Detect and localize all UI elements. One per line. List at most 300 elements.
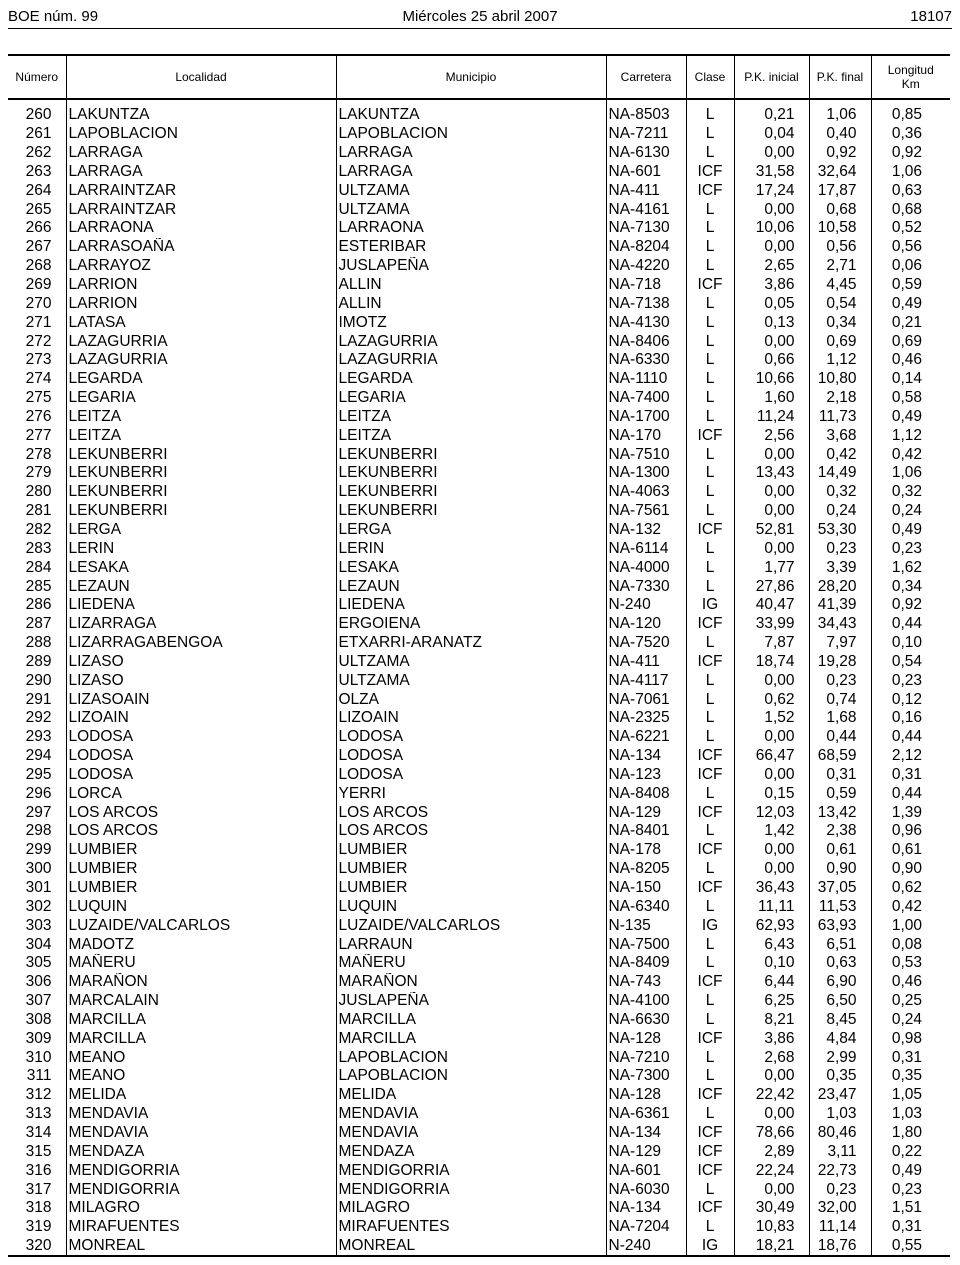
- cell-numero: 272: [25, 332, 52, 350]
- cell-numero: 283: [25, 539, 52, 557]
- cell-clase: ICF: [686, 1086, 734, 1105]
- cell-clase: L: [686, 332, 734, 351]
- cell-longitud: 0,14: [871, 370, 950, 389]
- table-row: [8, 1105, 950, 1124]
- cell-longitud: 0,96: [871, 822, 950, 841]
- cell-localidad: LARRAGA: [66, 163, 336, 182]
- table-row: [8, 860, 950, 879]
- table-row: [8, 200, 950, 219]
- cell-pk-final: 63,93: [809, 916, 871, 935]
- cell-clase: L: [686, 219, 734, 238]
- cell-municipio: LEGARIA: [336, 389, 606, 408]
- cell-pk-inicial: 10,06: [734, 219, 809, 238]
- table-row: [8, 766, 950, 785]
- cell-pk-final: 18,76: [809, 1237, 871, 1257]
- table-row: [8, 935, 950, 954]
- cell-pk-final: 0,69: [809, 332, 871, 351]
- table-row: [8, 445, 950, 464]
- cell-longitud: 0,23: [871, 671, 950, 690]
- cell-pk-final: 32,00: [809, 1199, 871, 1218]
- cell-municipio: MAÑERU: [336, 954, 606, 973]
- cell-pk-final: 11,14: [809, 1218, 871, 1237]
- cell-clase: ICF: [686, 803, 734, 822]
- cell-clase: ICF: [686, 1124, 734, 1143]
- cell-carretera: NA-8401: [606, 822, 686, 841]
- table-row: [8, 464, 950, 483]
- cell-localidad: MENDIGORRIA: [66, 1161, 336, 1180]
- cell-pk-inicial: 2,56: [734, 426, 809, 445]
- cell-pk-inicial: 0,21: [734, 99, 809, 125]
- cell-municipio: LAKUNTZA: [336, 99, 606, 125]
- cell-carretera: NA-170: [606, 426, 686, 445]
- table-row: [8, 973, 950, 992]
- header-pk-inicial: P.K. inicial: [734, 55, 809, 99]
- cell-localidad: MENDAZA: [66, 1142, 336, 1161]
- cell-pk-inicial: 11,11: [734, 897, 809, 916]
- table-row: [8, 803, 950, 822]
- cell-municipio: LEKUNBERRI: [336, 502, 606, 521]
- cell-carretera: NA-7330: [606, 577, 686, 596]
- cell-clase: L: [686, 389, 734, 408]
- cell-longitud: 0,49: [871, 1161, 950, 1180]
- cell-numero: 262: [25, 144, 52, 162]
- cell-municipio: LODOSA: [336, 766, 606, 785]
- cell-clase: L: [686, 99, 734, 125]
- cell-localidad: LATASA: [66, 313, 336, 332]
- cell-localidad: LIZARRAGABENGOA: [66, 634, 336, 653]
- cell-longitud: 1,06: [871, 464, 950, 483]
- cell-pk-inicial: 2,68: [734, 1048, 809, 1067]
- cell-localidad: MADOTZ: [66, 935, 336, 954]
- cell-numero: 308: [25, 1010, 52, 1028]
- cell-pk-final: 2,99: [809, 1048, 871, 1067]
- cell-pk-inicial: 0,04: [734, 125, 809, 144]
- cell-clase: L: [686, 351, 734, 370]
- cell-numero: 266: [25, 219, 52, 237]
- cell-carretera: NA-8204: [606, 238, 686, 257]
- cell-numero: 302: [25, 897, 52, 915]
- table-row: [8, 992, 950, 1011]
- cell-municipio: LEGARDA: [336, 370, 606, 389]
- cell-pk-inicial: 10,83: [734, 1218, 809, 1237]
- cell-municipio: IMOTZ: [336, 313, 606, 332]
- cell-numero: 298: [25, 822, 52, 840]
- cell-municipio: OLZA: [336, 690, 606, 709]
- cell-clase: ICF: [686, 1161, 734, 1180]
- cell-longitud: 0,92: [871, 144, 950, 163]
- cell-pk-final: 0,31: [809, 766, 871, 785]
- header-pk-final: P.K. final: [809, 55, 871, 99]
- cell-longitud: 0,52: [871, 219, 950, 238]
- cell-clase: L: [686, 144, 734, 163]
- cell-longitud: 0,31: [871, 1218, 950, 1237]
- cell-clase: L: [686, 238, 734, 257]
- table-row: [8, 596, 950, 615]
- cell-pk-inicial: 3,86: [734, 1029, 809, 1048]
- cell-clase: L: [686, 690, 734, 709]
- table-row: [8, 1180, 950, 1199]
- table-row: [8, 577, 950, 596]
- cell-pk-final: 0,40: [809, 125, 871, 144]
- cell-pk-inicial: 62,93: [734, 916, 809, 935]
- cell-pk-inicial: 6,44: [734, 973, 809, 992]
- cell-municipio: LAZAGURRIA: [336, 351, 606, 370]
- cell-clase: L: [686, 294, 734, 313]
- cell-longitud: 0,31: [871, 1048, 950, 1067]
- cell-pk-final: 10,58: [809, 219, 871, 238]
- cell-pk-inicial: 17,24: [734, 181, 809, 200]
- cell-clase: L: [686, 1218, 734, 1237]
- cell-carretera: NA-6340: [606, 897, 686, 916]
- header-longitud-unit: Km: [901, 77, 920, 91]
- cell-longitud: 0,42: [871, 897, 950, 916]
- cell-numero: 268: [25, 257, 52, 275]
- cell-numero: 284: [25, 558, 52, 576]
- cell-municipio: MENDAZA: [336, 1142, 606, 1161]
- cell-carretera: NA-4117: [606, 671, 686, 690]
- cell-pk-final: 2,71: [809, 257, 871, 276]
- cell-localidad: LARRAINTZAR: [66, 181, 336, 200]
- cell-clase: L: [686, 1105, 734, 1124]
- cell-carretera: NA-6330: [606, 351, 686, 370]
- table-row: [8, 652, 950, 671]
- cell-pk-final: 19,28: [809, 652, 871, 671]
- cell-clase: L: [686, 464, 734, 483]
- cell-longitud: 0,44: [871, 728, 950, 747]
- cell-municipio: MIRAFUENTES: [336, 1218, 606, 1237]
- table-row: [8, 99, 950, 125]
- cell-clase: ICF: [686, 521, 734, 540]
- table-row: [8, 1199, 950, 1218]
- cell-municipio: LIZOAIN: [336, 709, 606, 728]
- cell-longitud: 0,10: [871, 634, 950, 653]
- cell-pk-inicial: 0,00: [734, 332, 809, 351]
- cell-municipio: ETXARRI-ARANATZ: [336, 634, 606, 653]
- cell-carretera: NA-178: [606, 841, 686, 860]
- cell-pk-inicial: 22,24: [734, 1161, 809, 1180]
- cell-pk-inicial: 40,47: [734, 596, 809, 615]
- publication-date: Miércoles 25 abril 2007: [402, 8, 558, 25]
- cell-pk-final: 0,44: [809, 728, 871, 747]
- cell-localidad: LODOSA: [66, 747, 336, 766]
- cell-pk-final: 0,59: [809, 784, 871, 803]
- cell-localidad: MENDAVIA: [66, 1105, 336, 1124]
- cell-pk-final: 2,18: [809, 389, 871, 408]
- cell-pk-inicial: 8,21: [734, 1011, 809, 1030]
- cell-longitud: 0,49: [871, 408, 950, 427]
- cell-municipio: LEITZA: [336, 426, 606, 445]
- cell-clase: ICF: [686, 1199, 734, 1218]
- cell-numero: 278: [25, 445, 52, 463]
- cell-municipio: LODOSA: [336, 728, 606, 747]
- cell-numero: 273: [25, 351, 52, 369]
- cell-clase: L: [686, 992, 734, 1011]
- cell-pk-inicial: 36,43: [734, 879, 809, 898]
- cell-clase: L: [686, 445, 734, 464]
- table-row: [8, 219, 950, 238]
- table-row: [8, 1067, 950, 1086]
- cell-numero: 305: [25, 954, 52, 972]
- cell-pk-final: 1,03: [809, 1105, 871, 1124]
- cell-numero: 294: [25, 747, 52, 765]
- cell-pk-inicial: 0,00: [734, 483, 809, 502]
- cell-municipio: LARRAONA: [336, 219, 606, 238]
- table-row: [8, 747, 950, 766]
- table-row: [8, 1048, 950, 1067]
- cell-pk-final: 4,84: [809, 1029, 871, 1048]
- table-row: [8, 370, 950, 389]
- cell-clase: L: [686, 483, 734, 502]
- table-row: [8, 521, 950, 540]
- cell-municipio: ESTERIBAR: [336, 238, 606, 257]
- cell-longitud: 0,16: [871, 709, 950, 728]
- cell-longitud: 0,24: [871, 1011, 950, 1030]
- cell-localidad: MARCILLA: [66, 1029, 336, 1048]
- cell-carretera: NA-4130: [606, 313, 686, 332]
- cell-carretera: NA-411: [606, 652, 686, 671]
- cell-carretera: NA-7210: [606, 1048, 686, 1067]
- cell-municipio: ALLIN: [336, 294, 606, 313]
- cell-localidad: LODOSA: [66, 766, 336, 785]
- cell-longitud: 1,39: [871, 803, 950, 822]
- cell-pk-final: 0,35: [809, 1067, 871, 1086]
- table-row: [8, 1086, 950, 1105]
- cell-localidad: LUZAIDE/VALCARLOS: [66, 916, 336, 935]
- cell-localidad: LEGARDA: [66, 370, 336, 389]
- cell-numero: 309: [25, 1029, 52, 1047]
- cell-pk-inicial: 2,89: [734, 1142, 809, 1161]
- cell-longitud: 0,68: [871, 200, 950, 219]
- cell-pk-final: 2,38: [809, 822, 871, 841]
- cell-municipio: LUMBIER: [336, 860, 606, 879]
- cell-numero: 292: [25, 709, 52, 727]
- cell-clase: L: [686, 634, 734, 653]
- cell-localidad: MILAGRO: [66, 1199, 336, 1218]
- cell-pk-inicial: 18,21: [734, 1237, 809, 1257]
- cell-pk-final: 10,80: [809, 370, 871, 389]
- cell-pk-final: 0,56: [809, 238, 871, 257]
- cell-longitud: 0,32: [871, 483, 950, 502]
- cell-localidad: LEKUNBERRI: [66, 502, 336, 521]
- cell-numero: 276: [25, 407, 52, 425]
- cell-numero: 301: [25, 879, 52, 897]
- cell-pk-final: 1,12: [809, 351, 871, 370]
- cell-clase: L: [686, 1067, 734, 1086]
- cell-localidad: LARRION: [66, 294, 336, 313]
- cell-carretera: NA-6630: [606, 1011, 686, 1030]
- table-row: [8, 144, 950, 163]
- cell-numero: 313: [25, 1105, 52, 1123]
- table-row: [8, 332, 950, 351]
- table-row: [8, 238, 950, 257]
- cell-carretera: NA-601: [606, 1161, 686, 1180]
- cell-pk-inicial: 10,66: [734, 370, 809, 389]
- cell-numero: 300: [25, 860, 52, 878]
- cell-numero: 310: [25, 1048, 52, 1066]
- cell-municipio: LODOSA: [336, 747, 606, 766]
- cell-carretera: NA-4000: [606, 558, 686, 577]
- table-row: [8, 709, 950, 728]
- cell-municipio: JUSLAPEÑA: [336, 257, 606, 276]
- cell-pk-final: 3,11: [809, 1142, 871, 1161]
- cell-municipio: ULTZAMA: [336, 200, 606, 219]
- table-row: [8, 1237, 950, 1257]
- cell-carretera: NA-743: [606, 973, 686, 992]
- cell-pk-final: 0,23: [809, 539, 871, 558]
- table-row: [8, 483, 950, 502]
- cell-clase: ICF: [686, 426, 734, 445]
- cell-carretera: NA-2325: [606, 709, 686, 728]
- cell-longitud: 0,59: [871, 276, 950, 295]
- cell-clase: ICF: [686, 652, 734, 671]
- cell-municipio: MONREAL: [336, 1237, 606, 1257]
- cell-municipio: LAPOBLACION: [336, 1067, 606, 1086]
- cell-numero: 265: [25, 200, 52, 218]
- cell-localidad: LUMBIER: [66, 841, 336, 860]
- cell-longitud: 0,46: [871, 351, 950, 370]
- cell-longitud: 1,80: [871, 1124, 950, 1143]
- cell-clase: ICF: [686, 973, 734, 992]
- cell-municipio: JUSLAPEÑA: [336, 992, 606, 1011]
- table-row: [8, 728, 950, 747]
- cell-pk-inicial: 22,42: [734, 1086, 809, 1105]
- cell-municipio: MELIDA: [336, 1086, 606, 1105]
- cell-municipio: LAPOBLACION: [336, 125, 606, 144]
- table-row: [8, 426, 950, 445]
- cell-pk-final: 0,23: [809, 671, 871, 690]
- cell-carretera: NA-123: [606, 766, 686, 785]
- cell-municipio: ULTZAMA: [336, 181, 606, 200]
- cell-clase: L: [686, 954, 734, 973]
- cell-clase: ICF: [686, 766, 734, 785]
- cell-pk-inicial: 0,00: [734, 539, 809, 558]
- cell-pk-inicial: 11,24: [734, 408, 809, 427]
- cell-carretera: NA-7061: [606, 690, 686, 709]
- cell-pk-final: 28,20: [809, 577, 871, 596]
- cell-municipio: LUMBIER: [336, 879, 606, 898]
- table-row: [8, 841, 950, 860]
- cell-pk-final: 6,90: [809, 973, 871, 992]
- cell-localidad: MARCILLA: [66, 1011, 336, 1030]
- cell-pk-final: 68,59: [809, 747, 871, 766]
- cell-carretera: N-240: [606, 596, 686, 615]
- cell-pk-final: 0,63: [809, 954, 871, 973]
- table-row: [8, 181, 950, 200]
- cell-clase: L: [686, 502, 734, 521]
- table-row: [8, 1029, 950, 1048]
- header-carretera: Carretera: [606, 55, 686, 99]
- cell-longitud: 0,31: [871, 766, 950, 785]
- cell-carretera: NA-4063: [606, 483, 686, 502]
- cell-longitud: 0,42: [871, 445, 950, 464]
- cell-carretera: NA-4161: [606, 200, 686, 219]
- cell-pk-inicial: 27,86: [734, 577, 809, 596]
- cell-longitud: 0,54: [871, 652, 950, 671]
- cell-carretera: NA-8408: [606, 784, 686, 803]
- header-localidad: Localidad: [66, 55, 336, 99]
- cell-numero: 264: [25, 181, 52, 199]
- cell-longitud: 0,98: [871, 1029, 950, 1048]
- cell-longitud: 2,12: [871, 747, 950, 766]
- cell-carretera: NA-8406: [606, 332, 686, 351]
- cell-longitud: 1,06: [871, 163, 950, 182]
- cell-carretera: NA-8503: [606, 99, 686, 125]
- cell-clase: L: [686, 935, 734, 954]
- header-longitud-label: Longitud: [887, 63, 934, 77]
- cell-clase: ICF: [686, 276, 734, 295]
- cell-longitud: 1,03: [871, 1105, 950, 1124]
- cell-pk-inicial: 0,00: [734, 144, 809, 163]
- cell-localidad: LEITZA: [66, 408, 336, 427]
- table-row: [8, 954, 950, 973]
- cell-longitud: 0,49: [871, 294, 950, 313]
- cell-localidad: LODOSA: [66, 728, 336, 747]
- cell-localidad: MIRAFUENTES: [66, 1218, 336, 1237]
- table-row: [8, 897, 950, 916]
- cell-longitud: 0,85: [871, 99, 950, 125]
- cell-localidad: LAZAGURRIA: [66, 351, 336, 370]
- cell-municipio: LARRAGA: [336, 163, 606, 182]
- cell-localidad: MONREAL: [66, 1237, 336, 1257]
- cell-pk-final: 37,05: [809, 879, 871, 898]
- cell-carretera: NA-4100: [606, 992, 686, 1011]
- cell-municipio: LAPOBLACION: [336, 1048, 606, 1067]
- cell-pk-final: 8,45: [809, 1011, 871, 1030]
- cell-pk-final: 0,32: [809, 483, 871, 502]
- cell-localidad: LAPOBLACION: [66, 125, 336, 144]
- cell-localidad: LUMBIER: [66, 879, 336, 898]
- cell-municipio: MENDIGORRIA: [336, 1180, 606, 1199]
- cell-municipio: LEKUNBERRI: [336, 445, 606, 464]
- cell-municipio: LARRAUN: [336, 935, 606, 954]
- cell-pk-inicial: 7,87: [734, 634, 809, 653]
- cell-carretera: NA-6221: [606, 728, 686, 747]
- cell-localidad: LIZARRAGA: [66, 615, 336, 634]
- table-row: [8, 257, 950, 276]
- cell-longitud: 1,51: [871, 1199, 950, 1218]
- cell-clase: ICF: [686, 879, 734, 898]
- cell-clase: ICF: [686, 1029, 734, 1048]
- cell-numero: 261: [25, 125, 52, 143]
- cell-pk-final: 14,49: [809, 464, 871, 483]
- table-row: [8, 822, 950, 841]
- cell-clase: IG: [686, 1237, 734, 1257]
- cell-municipio: LARRAGA: [336, 144, 606, 163]
- table-row: [8, 1161, 950, 1180]
- cell-pk-inicial: 3,86: [734, 276, 809, 295]
- cell-pk-inicial: 0,00: [734, 766, 809, 785]
- table-row: [8, 294, 950, 313]
- cell-numero: 312: [25, 1086, 52, 1104]
- cell-numero: 270: [25, 294, 52, 312]
- cell-pk-final: 3,68: [809, 426, 871, 445]
- table-row: [8, 615, 950, 634]
- header-longitud: [871, 55, 950, 99]
- cell-carretera: NA-1110: [606, 370, 686, 389]
- cell-numero: 275: [25, 389, 52, 407]
- cell-pk-final: 1,68: [809, 709, 871, 728]
- table-header-row: [8, 55, 950, 99]
- cell-pk-inicial: 1,60: [734, 389, 809, 408]
- cell-clase: L: [686, 1180, 734, 1199]
- cell-numero: 293: [25, 728, 52, 746]
- cell-localidad: LARRAONA: [66, 219, 336, 238]
- cell-localidad: MENDIGORRIA: [66, 1180, 336, 1199]
- cell-pk-inicial: 0,00: [734, 445, 809, 464]
- cell-clase: L: [686, 784, 734, 803]
- table-row: [8, 1218, 950, 1237]
- cell-municipio: MENDAVIA: [336, 1124, 606, 1143]
